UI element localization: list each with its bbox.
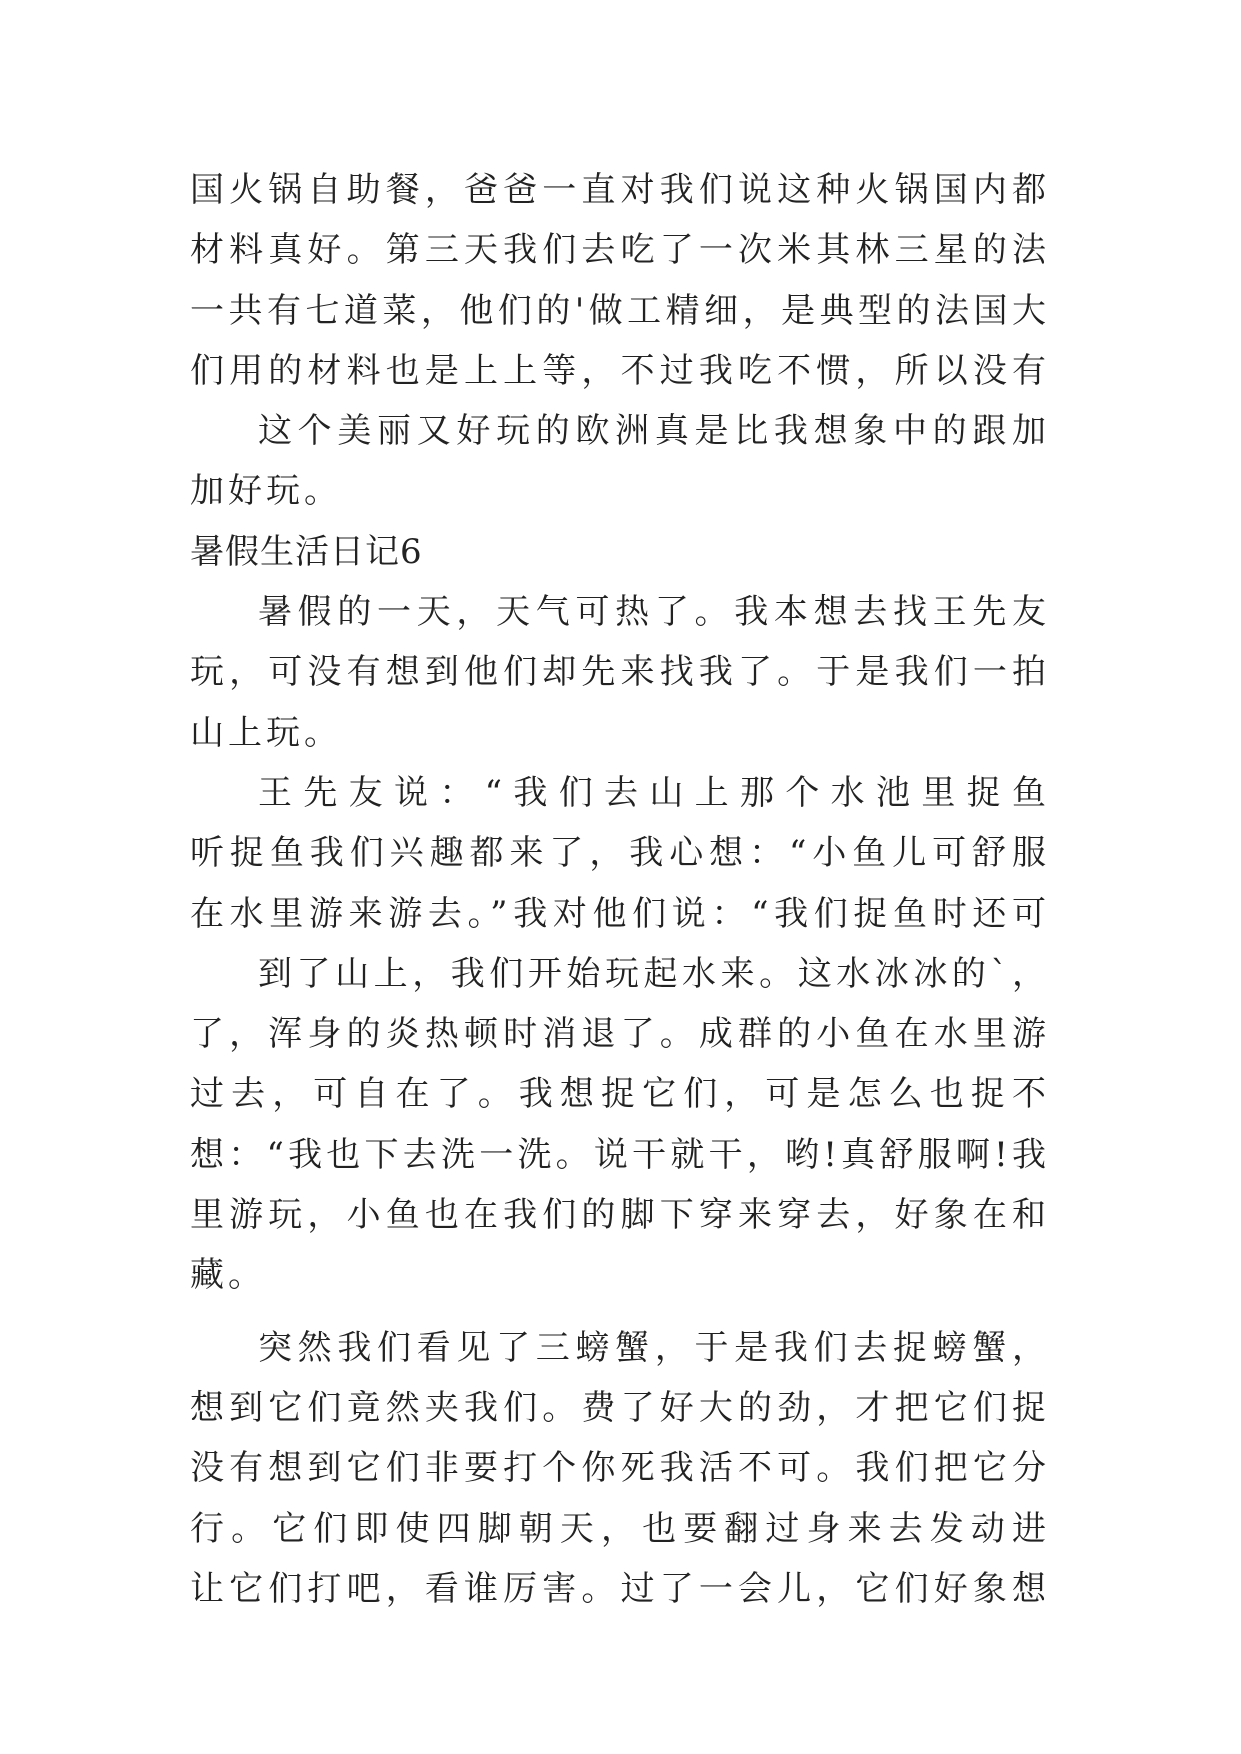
text-line: 里游玩，小鱼也在我们的脚下穿来穿去，好象在和: [190, 1195, 1050, 1236]
text-line: 们用的材料也是上上等，不过我吃不惯，所以没有: [190, 350, 1050, 391]
text-line: 没有想到它们非要打个你死我活不可。我们把它分: [190, 1448, 1050, 1489]
text-line: 行。它们即使四脚朝天，也要翻过身来去发动进: [190, 1508, 1050, 1549]
text-line: 国火锅自助餐，爸爸一直对我们说这种火锅国内都: [190, 170, 1050, 210]
text-line: 让它们打吧，看谁厉害。过了一会儿，它们好象想: [190, 1568, 1050, 1609]
text-line: 玩，可没有想到他们却先来找我了。于是我们一拍: [190, 652, 1050, 693]
paragraph-spacer: [190, 1306, 1050, 1318]
text-line: 加好玩。: [190, 471, 342, 512]
text-line: 王先友说：“我们去山上那个水池里捉鱼: [258, 772, 1050, 813]
paragraph: [190, 401, 1050, 522]
section-heading: [190, 522, 1050, 582]
paragraph: [190, 1318, 1050, 1619]
text-line: 藏。: [190, 1255, 266, 1296]
paragraph: [190, 160, 1050, 401]
text-line: 过去，可自在了。我想捉它们，可是怎么也捉不: [190, 1074, 1050, 1115]
document-body: [190, 160, 1050, 1619]
text-line: 材料真好。第三天我们去吃了一次米其林三星的法: [190, 230, 1050, 271]
text-line: 了，浑身的炎热顿时消退了。成群的小鱼在水里游: [190, 1014, 1050, 1055]
text-line: 想到它们竟然夹我们。费了好大的劲，才把它们捉: [190, 1387, 1050, 1428]
paragraph: [190, 582, 1050, 763]
text-line: 暑假的一天，天气可热了。我本想去找王先友: [258, 592, 1050, 633]
heading-text: 暑假生活日记6: [190, 531, 423, 572]
text-line: 到了山上，我们开始玩起水来。这水冰冰的`，: [258, 953, 1050, 994]
paragraph: [190, 763, 1050, 944]
text-line: 山上玩。: [190, 712, 342, 753]
text-line: 听捉鱼我们兴趣都来了，我心想：“小鱼儿可舒服: [190, 833, 1050, 874]
text-line: 一共有七道菜，他们的'做工精细，是典型的法国大: [190, 290, 1050, 331]
text-line: 想：“我也下去洗一洗。说干就干，哟!真舒服啊!我: [190, 1134, 1050, 1175]
paragraph: [190, 944, 1050, 1306]
text-line: 这个美丽又好玩的欧洲真是比我想象中的跟加: [258, 411, 1050, 452]
text-line: 突然我们看见了三螃蟹，于是我们去捉螃蟹，: [258, 1327, 1050, 1368]
text-line: 在水里游来游去。”我对他们说：“我们捉鱼时还可: [190, 893, 1050, 934]
